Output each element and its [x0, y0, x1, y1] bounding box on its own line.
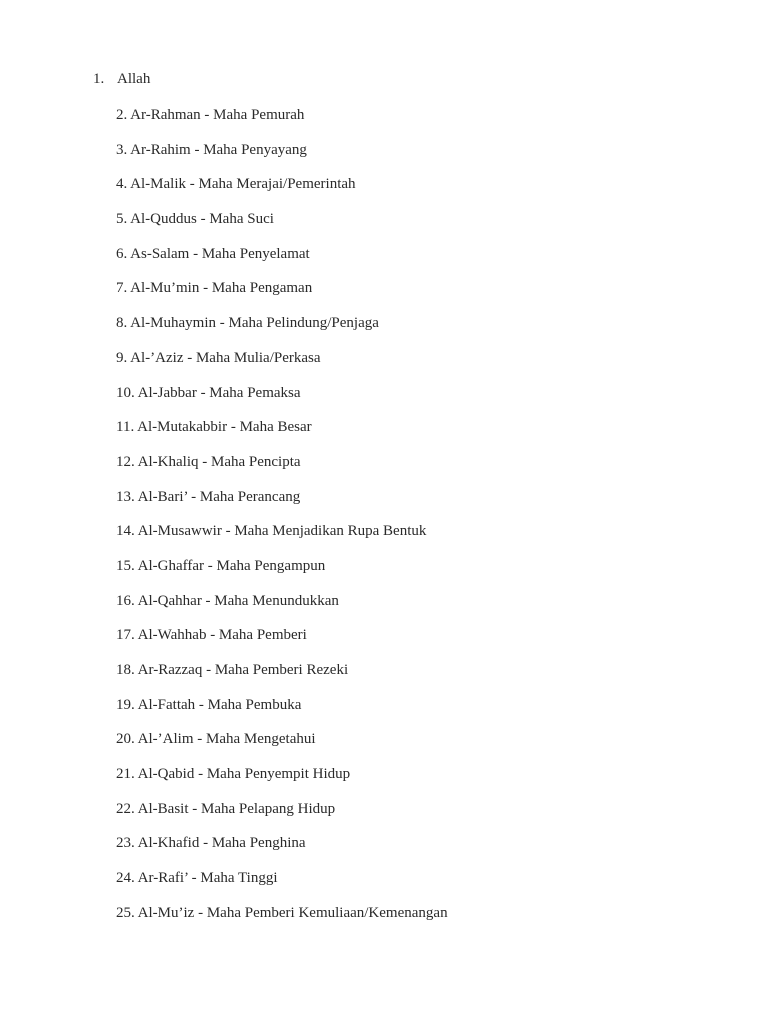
list-item: 22. Al-Basit - Maha Pelapang Hidup [116, 800, 336, 817]
list-item-text: Allah [117, 71, 151, 87]
list-item: 21. Al-Qabid - Maha Penyempit Hidup [116, 766, 351, 783]
list-item-number: 1. [93, 71, 105, 87]
list-item: 20. Al-’Alim - Maha Mengetahui [116, 731, 316, 748]
list-item: 14. Al-Musawwir - Maha Menjadikan Rupa Bentuk [116, 523, 427, 540]
list-item: 25. Al-Mu’iz - Maha Pemberi Kemuliaan/Kemenangan [116, 904, 448, 921]
list-item: 11. Al-Mutakabbir - Maha Besar [116, 419, 312, 436]
list-item: 23. Al-Khafid - Maha Penghina [116, 835, 306, 852]
list-item: 19. Al-Fattah - Maha Pembuka [116, 696, 302, 713]
list-item: 10. Al-Jabbar - Maha Pemaksa [116, 384, 301, 401]
list-item: 18. Ar-Razzaq - Maha Pemberi Rezeki [116, 662, 349, 678]
list-item: 17. Al-Wahhab - Maha Pemberi [116, 627, 307, 644]
list-item: 12. Al-Khaliq - Maha Pencipta [116, 453, 301, 470]
list-item: 5. Al-Quddus - Maha Suci [116, 211, 274, 228]
list-item-1 [93, 71, 150, 88]
list-item: 2. Ar-Rahman - Maha Pemurah [116, 107, 305, 123]
list-item: 9. Al-’Aziz - Maha Mulia/Perkasa [116, 349, 321, 366]
list-item: 15. Al-Ghaffar - Maha Pengampun [116, 557, 326, 574]
list-item: 24. Ar-Rafi’ - Maha Tinggi [116, 870, 278, 887]
list-item: 7. Al-Mu’min - Maha Pengaman [116, 280, 313, 297]
list-item: 16. Al-Qahhar - Maha Menundukkan [116, 592, 339, 609]
list-item: 8. Al-Muhaymin - Maha Pelindung/Penjaga [116, 315, 379, 332]
asmaul-husna-list [116, 106, 448, 939]
list-item: 6. As-Salam - Maha Penyelamat [116, 245, 310, 262]
list-item: 3. Ar-Rahim - Maha Penyayang [116, 141, 307, 158]
list-item: 13. Al-Bari’ - Maha Perancang [116, 488, 301, 505]
list-item: 4. Al-Malik - Maha Merajai/Pemerintah [116, 176, 356, 193]
